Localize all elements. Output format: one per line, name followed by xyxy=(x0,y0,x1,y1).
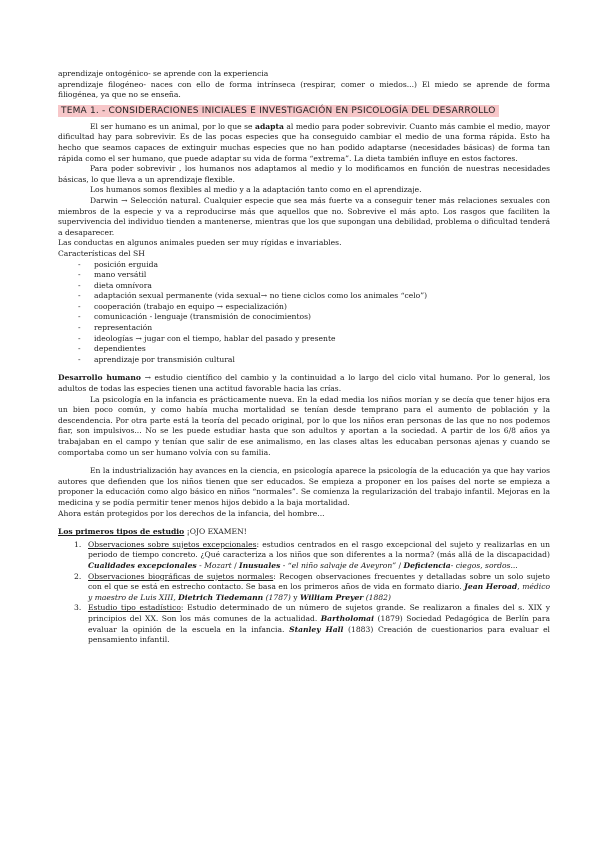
list-item: - adaptación sexual permanente (vida sexual→ no tiene ciclos como los animales “celo”) xyxy=(78,291,550,302)
paragraph-flexibility: Los humanos somos flexibles al medio y a la adaptación tanto como en el aprendizaje. xyxy=(90,185,422,195)
intro-line-ontogenic: aprendizaje ontogénico- se aprende con la experiencia xyxy=(58,69,269,78)
paragraph-survival: Para poder sobrevivir , los humanos nos adaptamos al medio y lo modificamos en función de nuestras necesidades básicas, lo que lleva a un aprendizaje flexible. xyxy=(58,164,550,184)
list-item: - comunicación - lenguaje (transmisión de conocimientos) xyxy=(78,312,550,323)
list-item: - dependientes xyxy=(78,344,550,355)
term-desarrollo-humano: Desarrollo humano xyxy=(58,373,141,383)
keyword-adapta: adapta xyxy=(255,121,284,131)
list-item: - cooperación (trabajo en equipo → especialización) xyxy=(78,302,550,313)
section-heading xyxy=(58,105,550,118)
intro-line-phylogenic: aprendizaje filogéneo- naces con ello de forma intrínseca (respirar, comer o miedos...) El miedo se aprende de forma filiogénea, ya que no se enseña. xyxy=(58,79,550,100)
paragraph-darwin: Darwin → Selección natural. Cualquier especie que sea más fuerte va a conseguir tener más relaciones sexuales con miembros de la especie y va a reproducirse más que aquellos que no. Sobrevive el más apto. Los rasgos que faciliten la supervivencia del individuo tienden a mantenerse, mientras que los que supongan una debilidad, problema o dificultad tenderá a desaparecer. xyxy=(58,195,550,237)
heading-highlight: TEMA 1. - CONSIDERACIONES INICIALES E INVESTIGACIÓN EN PSICOLOGÍA DEL DESARROLLO xyxy=(58,105,499,117)
list-item: - dieta omnívora xyxy=(78,281,550,292)
paragraph-childhood-history: La psicología en la infancia es prácticamente nueva. En la edad media los niños morían y se decía que tener hijos era un bien poco común, y como había mucha mortalidad se tenían desde temprano para el aumento de población y la descendencia. Por otra parte está la teoría del pecado original, por lo que los niños eran personas de las que no nos podemos fiar, son impulsivos... No se les puede estudiar hasta que son adultos y aportan a la sociedad. A partir de los 6/8 años ya trabajaban en el campo y tenían que salir de ese animalismo, en las clases altas les educaban personas ajenas y cuando se comportaba como un ser humano volvía con su familia. xyxy=(58,394,550,457)
list-item: - aprendizaje por transmisión cultural xyxy=(78,355,550,366)
studies-title: Los primeros tipos de estudio ¡OJO EXAMEN! xyxy=(58,527,247,537)
list-item: - ideologías → jugar con el tiempo, hablar del pasado y presente xyxy=(78,334,550,345)
paragraph-adaptation: El ser humano es un animal, por lo que se adapta al medio para poder sobrevivir. Cuanto más cambie el medio, mayor dificultad hay para sobrevivir. Es de las pocas especies que ha conseguido cambiar el medio de una forma rápida. Esto ha hecho que seamos capaces de extinguir muchas especies que no han podido adaptarse (necesidades básicas) de forma tan rápida como el ser humano, que puede adaptar su vida de forma “extrema”. La dieta también influye en estos factores. xyxy=(58,121,550,163)
list-item: 2. Observaciones biográficas de sujetos normales: Recogen observaciones frecuentes y detalladas sobre un solo sujeto con el que se está en estrecho contacto. Se basa en los primeros años de vida en formato diario. Jean Heroad, médico y maestro de Luis XIII, Dietrich Tiedemann (1787) y William Preyer (1882) xyxy=(74,571,551,602)
paragraph-rigid-behaviour: Las conductas en algunos animales pueden ser muy rígidas e invariables. xyxy=(58,238,342,248)
paragraph-rights: Ahora están protegidos por los derechos de la infancia, del hombre... xyxy=(58,508,325,518)
paragraph-industrialization: En la industrialización hay avances en la ciencia, en psicología aparece la psicología de la educación ya que hay varios autores que defienden que los niños tienen que ser educados. Se empieza a proponer en los países del norte se empieza a proponer la educación como algo básico en niños “normales”. Se comienza la regularización del trabajo infantil. Mejoras en la medicina y se podía permitir tener menos hijos debido a la baja mortalidad. xyxy=(58,466,550,507)
studies-list xyxy=(58,540,550,646)
list-item: - representación xyxy=(78,323,550,334)
list-item: - mano versátil xyxy=(78,270,550,281)
paragraph-human-development: Desarrollo humano → estudio científico del cambio y la continuidad a lo largo del ciclo vital humano. Por lo general, los adultos de todas las especies tienen una actitud favorable hacia las crías. xyxy=(58,373,550,394)
list-item: 1. Observaciones sobre sujetos excepcionales: estudios centrados en el rasgo excepcional del sujeto y realizarlas en un periodo de tiempo concreto. ¿Qué caracteriza a los niños que son diferentes a la norma? (más allá de la discapacidad) Cualidades excepcionales - Mozart / Inusuales - “el niño salvaje de Aveyron” / Deficiencia- ciegos, sordos... xyxy=(74,539,550,570)
traits-title: Características del SH xyxy=(58,248,145,258)
list-item: - posición erguida xyxy=(78,260,550,271)
list-item: 3. Estudio tipo estadístico: Estudio determinado de un número de sujetos grande. Se realizaron a finales del s. XIX y principios del XX. Son los más comunes de la actualidad. Bartholomai (1879) Sociedad Pedagógica de Berlín para evaluar la opinión de la escuela en la infancia. Stanley Hall (1883) Creación de cuestionarios para evaluar el pensamiento infantil. xyxy=(74,603,550,645)
traits-list xyxy=(58,260,550,366)
